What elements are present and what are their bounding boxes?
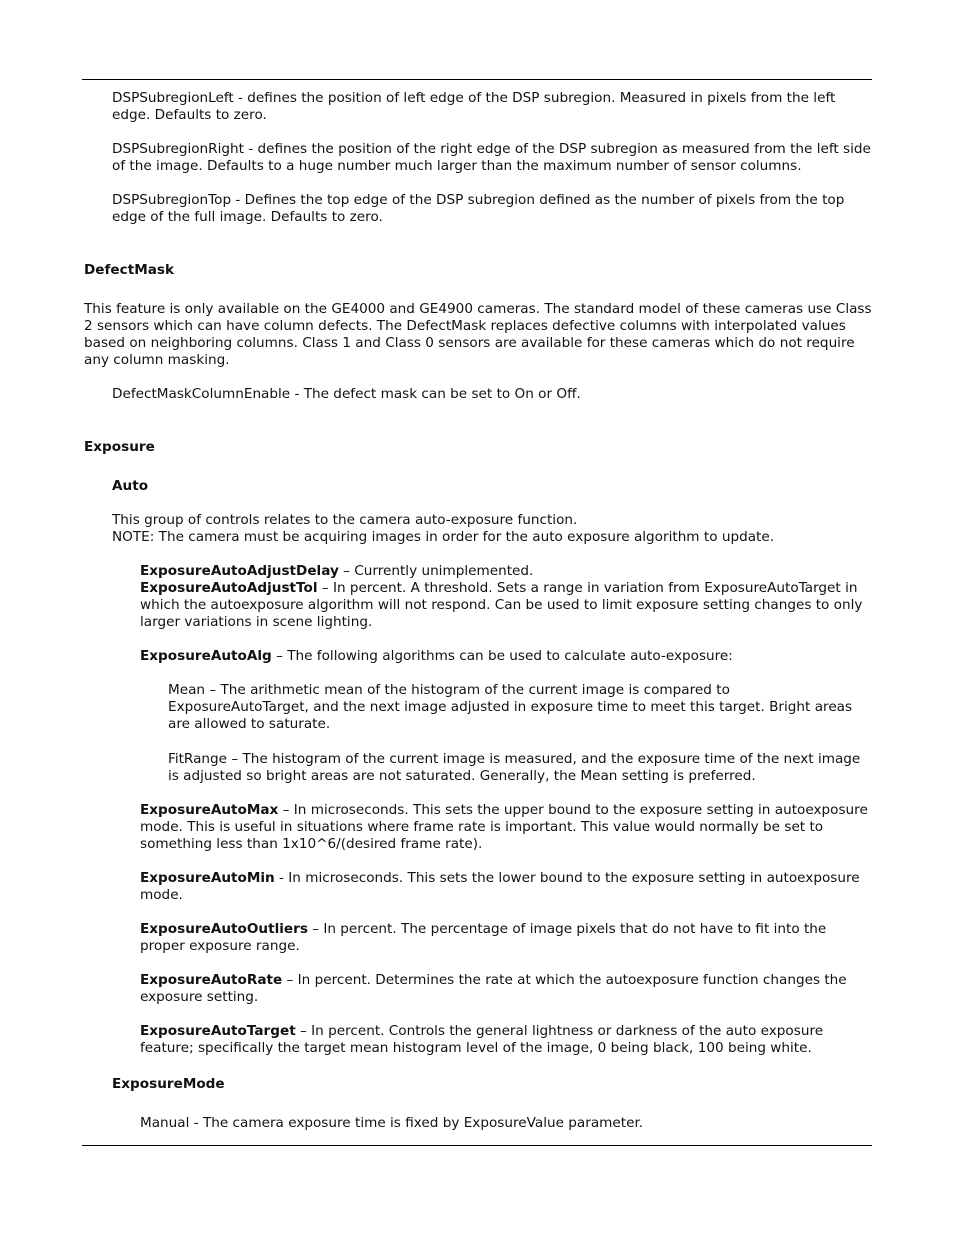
dsp-subregion-right-text: DSPSubregionRight - defines the position of the right edge of the DSP subregion as measured from the left side of the image. Defaults to a huge number much larger than the maximum number of sensor columns.: [112, 141, 871, 174]
auto-outliers-desc: – In percent. The percentage of image pixels that do not have to fit into the proper exposure range.: [140, 921, 827, 954]
dsp-subregion-top-text: DSPSubregionTop - Defines the top edge of the DSP subregion defined as the number of pixels from the top edge of the full image. Defaults to zero.: [112, 192, 845, 225]
auto-target-entry: [140, 1023, 874, 1057]
header-rule: [82, 79, 872, 80]
alg-fitrange-text: FitRange – The histogram of the current image is measured, and the exposure time of the next image is adjusted so bright areas are not saturated. Generally, the Mean setting is preferred.: [168, 751, 861, 784]
adjust-tol-term: ExposureAutoAdjustTol: [140, 580, 318, 596]
defectmask-column-enable-text: DefectMaskColumnEnable - The defect mask can be set to On or Off.: [112, 386, 581, 402]
exposuremode-manual-text: Manual - The camera exposure time is fixed by ExposureValue parameter.: [140, 1115, 644, 1131]
auto-rate-term: ExposureAutoRate: [140, 972, 283, 988]
footer-rule: [82, 1145, 872, 1146]
auto-target-desc: – In percent. Controls the general lightness or darkness of the auto exposure feature; specifically the target mean histogram level of the image, 0 being black, 100 being white.: [140, 1023, 824, 1056]
dsp-subregion-left-text: DSPSubregionLeft - defines the position of left edge of the DSP subregion. Measured in pixels from the left edge. Defaults to zero.: [112, 90, 836, 123]
auto-heading: Auto: [112, 478, 149, 494]
adjust-delay-tol-block: [140, 563, 874, 631]
auto-min-desc: - In microseconds. This sets the lower bound to the exposure setting in autoexposure mode.: [140, 870, 860, 903]
auto-alg-term: ExposureAutoAlg: [140, 648, 272, 664]
auto-min-entry: [140, 870, 874, 904]
auto-rate-entry: [140, 972, 874, 1006]
auto-rate-desc: – In percent. Determines the rate at which the autoexposure function changes the exposure setting.: [140, 972, 847, 1005]
adjust-tol-entry: [140, 580, 874, 631]
auto-max-entry: [140, 802, 874, 853]
adjust-delay-desc: – Currently unimplemented.: [338, 563, 534, 579]
auto-max-desc: – In microseconds. This sets the upper bound to the exposure setting in autoexposure mode. This is useful in situations where frame rate is important. This value would normally be set to something less than 1x10^6/(desired frame rate).: [140, 802, 868, 852]
defectmask-intro: This feature is only available on the GE4000 and GE4900 cameras. The standard model of these cameras use Class 2 sensors which can have column defects. The DefectMask replaces defective columns with interpolated values based on neighboring columns. Class 1 and Class 0 sensors are available for these cameras which do not require any column masking.: [84, 301, 872, 368]
auto-outliers-entry: [140, 921, 874, 955]
auto-alg-desc: – The following algorithms can be used to calculate auto-exposure:: [271, 648, 733, 664]
exposuremode-heading: ExposureMode: [112, 1076, 225, 1092]
adjust-delay-entry: [140, 563, 874, 580]
auto-desc-text: This group of controls relates to the camera auto-exposure function.: [112, 512, 578, 528]
defectmask-heading: DefectMask: [84, 262, 175, 278]
alg-mean-text: Mean – The arithmetic mean of the histogram of the current image is compared to ExposureAutoTarget, and the next image adjusted in exposure time to meet this target. Bright areas are allowed to saturate.: [168, 682, 853, 732]
auto-alg-entry: [140, 648, 874, 665]
exposure-heading: Exposure: [84, 439, 155, 455]
auto-max-term: ExposureAutoMax: [140, 802, 279, 818]
auto-note-text: NOTE: The camera must be acquiring images in order for the auto exposure algorithm to update.: [112, 529, 775, 545]
auto-description: [112, 512, 874, 546]
auto-min-term: ExposureAutoMin: [140, 870, 275, 886]
auto-outliers-term: ExposureAutoOutliers: [140, 921, 308, 937]
adjust-delay-term: ExposureAutoAdjustDelay: [140, 563, 339, 579]
adjust-tol-desc: – In percent. A threshold. Sets a range in variation from ExposureAutoTarget in which the autoexposure algorithm will not respond. Can be used to limit exposure setting changes to only larger variations in scene lighting.: [140, 580, 863, 630]
auto-target-term: ExposureAutoTarget: [140, 1023, 296, 1039]
